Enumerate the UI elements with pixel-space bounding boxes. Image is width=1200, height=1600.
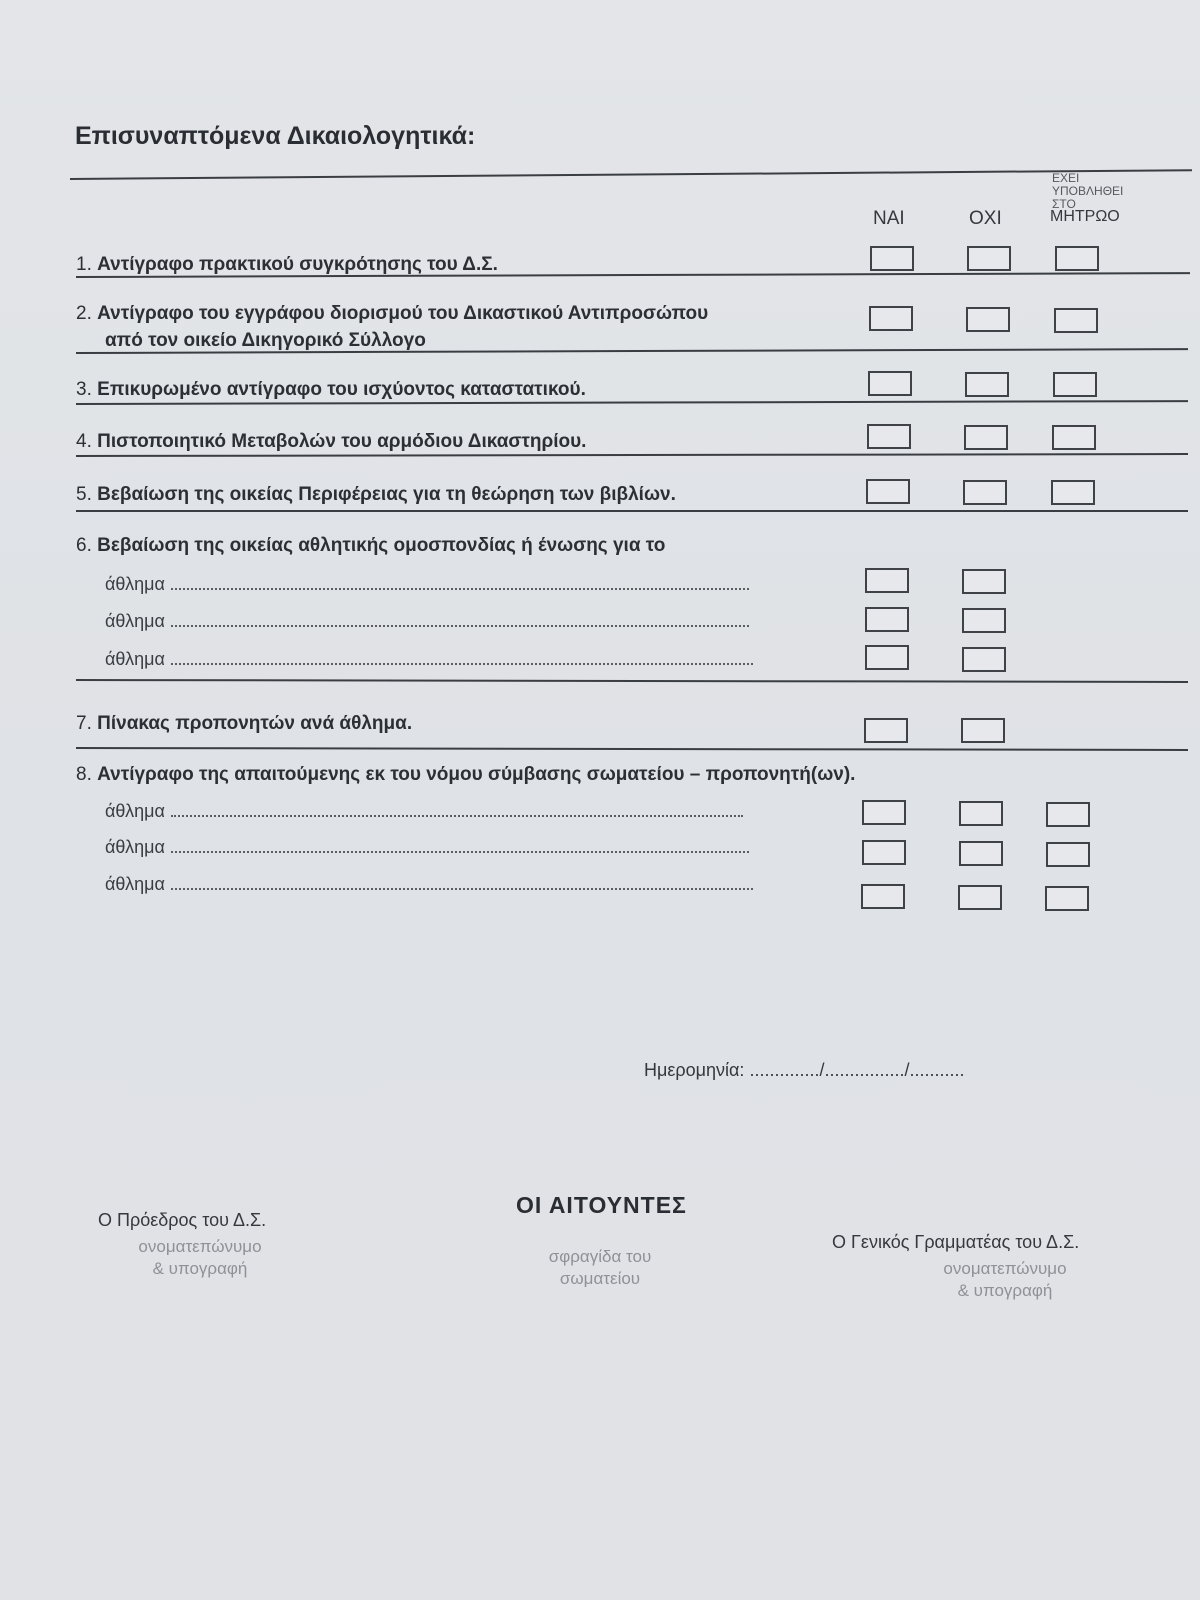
fill-line[interactable]	[171, 887, 753, 890]
item-8-3-no-checkbox[interactable]	[958, 885, 1002, 910]
item-8-1-no-checkbox[interactable]	[959, 801, 1003, 826]
item-8-1-yes-checkbox[interactable]	[862, 800, 906, 825]
item-1-registry-checkbox[interactable]	[1055, 246, 1099, 271]
column-yes: ΝΑΙ	[873, 208, 905, 229]
fill-line[interactable]	[171, 662, 753, 665]
item-8-2-yes-checkbox[interactable]	[862, 840, 906, 865]
item-4-no-checkbox[interactable]	[964, 425, 1008, 450]
president-title: Ο Πρόεδρος του Δ.Σ.	[98, 1210, 267, 1230]
item-8-sport-1: άθλημα	[105, 801, 743, 822]
item-6-1-no-checkbox[interactable]	[962, 569, 1006, 594]
president-name-hint: ονοματεπώνυμο & υπογραφή	[138, 1237, 262, 1278]
item-8-3-yes-checkbox[interactable]	[861, 884, 905, 909]
column-no: ΟΧΙ	[969, 208, 1002, 229]
fill-line[interactable]	[171, 814, 743, 817]
item-1-yes-checkbox[interactable]	[870, 246, 914, 271]
item-4-rule	[76, 453, 1188, 457]
item-7-no-checkbox[interactable]	[961, 718, 1005, 743]
column-registry-top: ΕΧΕΙ ΥΠΟΒΛΗΘΕΙ ΣΤΟ	[1052, 171, 1124, 211]
item-3-registry-checkbox[interactable]	[1053, 372, 1097, 397]
item-6-sport-1: άθλημα	[105, 574, 749, 595]
item-6-sport-3: άθλημα	[105, 649, 753, 670]
item-5-no-checkbox[interactable]	[963, 480, 1007, 505]
item-6-sport-2: άθλημα	[105, 611, 749, 632]
item-1-no-checkbox[interactable]	[967, 246, 1011, 271]
item-8-3-registry-checkbox[interactable]	[1045, 886, 1089, 911]
item-4-yes-checkbox[interactable]	[867, 424, 911, 449]
item-4-registry-checkbox[interactable]	[1052, 425, 1096, 450]
item-2-yes-checkbox[interactable]	[869, 306, 913, 331]
secretary-name-hint: ονοματεπώνυμο & υπογραφή	[943, 1259, 1067, 1300]
fill-line[interactable]	[171, 850, 749, 853]
item-3: 3. Επικυρωμένο αντίγραφο του ισχύοντος καταστατικού.	[76, 379, 586, 400]
fill-line[interactable]	[171, 587, 749, 590]
item-5-registry-checkbox[interactable]	[1051, 480, 1095, 505]
item-2-no-checkbox[interactable]	[966, 307, 1010, 332]
item-7-yes-checkbox[interactable]	[864, 718, 908, 743]
item-6-3-yes-checkbox[interactable]	[865, 645, 909, 670]
item-5-rule	[76, 510, 1188, 512]
item-8-sport-2: άθλημα	[105, 837, 749, 858]
stamp-hint: σφραγίδα του σωματείου	[548, 1247, 652, 1288]
item-6-2-no-checkbox[interactable]	[962, 608, 1006, 633]
item-8-sport-3: άθλημα	[105, 874, 753, 895]
item-8-2-no-checkbox[interactable]	[959, 841, 1003, 866]
item-5: 5. Βεβαίωση της οικείας Περιφέρειας για τη θεώρηση των βιβλίων.	[76, 484, 676, 505]
item-5-yes-checkbox[interactable]	[866, 479, 910, 504]
item-8-2-registry-checkbox[interactable]	[1046, 842, 1090, 867]
applicants-heading: ΟΙ ΑΙΤΟΥΝΤΕΣ	[516, 1192, 687, 1218]
item-2: 2. Αντίγραφο του εγγράφου διορισμού του Δικαστικού Αντιπροσώπου	[76, 303, 709, 324]
date-label: Ημερομηνία:	[644, 1060, 745, 1080]
item-8: 8. Αντίγραφο της απαιτούμενης εκ του νόμου σύμβασης σωματείου – προπονητή(ων).	[76, 764, 856, 785]
item-6: 6. Βεβαίωση της οικείας αθλητικής ομοσπονδίας ή ένωσης για το	[76, 535, 666, 556]
item-3-yes-checkbox[interactable]	[868, 371, 912, 396]
column-registry: ΜΗΤΡΩΟ	[1050, 208, 1120, 225]
fill-line[interactable]	[171, 624, 749, 627]
item-6-3-no-checkbox[interactable]	[962, 647, 1006, 672]
item-1: 1. Αντίγραφο πρακτικού συγκρότησης του Δ.Σ.	[76, 254, 498, 275]
item-3-no-checkbox[interactable]	[965, 372, 1009, 397]
item-2-line2: από τον οικείο Δικηγορικό Σύλλογο	[105, 330, 426, 351]
item-6-rule	[76, 679, 1188, 683]
item-2-registry-checkbox[interactable]	[1054, 308, 1098, 333]
secretary-title: Ο Γενικός Γραμματέας του Δ.Σ.	[832, 1232, 1080, 1252]
date-field	[644, 1060, 965, 1081]
item-7-rule	[76, 747, 1188, 751]
page-title: Επισυναπτόμενα Δικαιολογητικά:	[75, 122, 476, 150]
item-8-1-registry-checkbox[interactable]	[1046, 802, 1090, 827]
title-rule	[70, 169, 1192, 180]
item-4: 4. Πιστοποιητικό Μεταβολών του αρμόδιου Δικαστηρίου.	[76, 431, 587, 452]
item-7: 7. Πίνακας προπονητών ανά άθλημα.	[76, 713, 413, 734]
date-blank[interactable]: ............../................/...........	[749, 1060, 965, 1080]
item-6-1-yes-checkbox[interactable]	[865, 568, 909, 593]
item-6-2-yes-checkbox[interactable]	[865, 607, 909, 632]
